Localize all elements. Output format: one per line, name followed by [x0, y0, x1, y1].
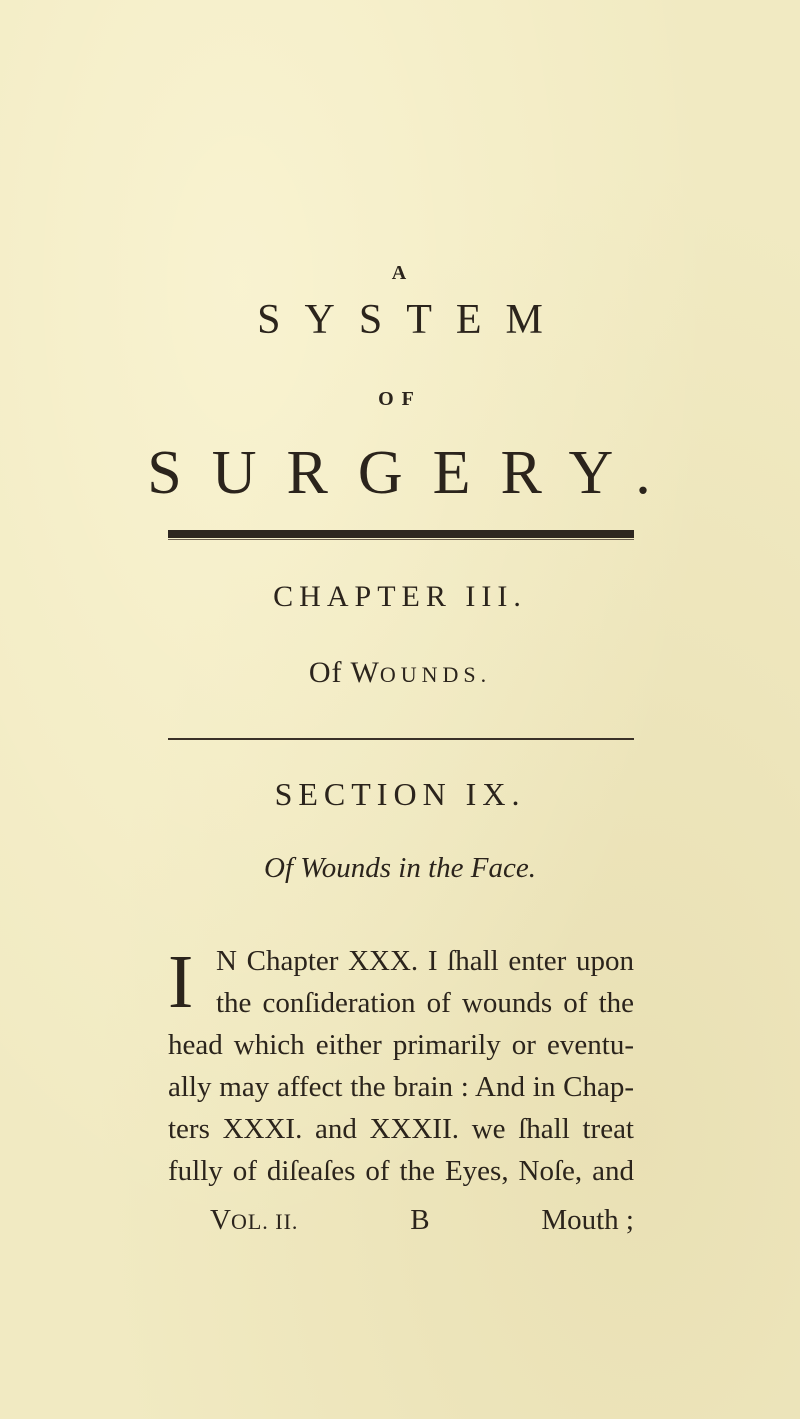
volume-label: [210, 1204, 298, 1246]
chapter-subtitle: [0, 656, 800, 690]
thin-rule-divider: [168, 738, 634, 740]
body-line-6: fully of diſeaſes of the Eyes, Noſe, and: [168, 1155, 634, 1187]
volume-initial: V: [210, 1204, 231, 1236]
chapter-subtitle-rest: OUNDS.: [379, 662, 492, 687]
section-title: Of Wounds in the Face.: [264, 852, 536, 884]
volume-rest: OL. II.: [230, 1209, 299, 1234]
page-footer: [210, 1204, 634, 1246]
body-line-5: ters XXXI. and XXXII. we ſhall treat: [168, 1113, 634, 1145]
chapter-subtitle-initial: W: [350, 656, 380, 689]
chapter-heading: CHAPTER III.: [273, 580, 527, 613]
dropcap-block: [168, 940, 634, 1024]
title-of: OF: [378, 388, 422, 410]
body-line-2: the conſideration of wounds of the: [216, 987, 634, 1019]
thick-rule-divider: [168, 530, 634, 538]
body-line-4: ally may affect the brain : And in Chap-: [168, 1071, 634, 1103]
body-line-1: N Chapter XXX. I ſhall enter upon: [216, 945, 634, 977]
dropcap-letter: I: [168, 940, 194, 1024]
signature-mark: B: [410, 1204, 430, 1236]
body-line-3: head which either primarily or eventu-: [168, 1029, 634, 1061]
title-surgery: SURGERY.: [147, 439, 681, 507]
body-paragraph: [168, 940, 634, 1192]
section-heading: SECTION IX.: [274, 776, 526, 812]
chapter-subtitle-of: Of: [308, 656, 343, 689]
title-lead: A: [391, 262, 409, 284]
title-system: SYSTEM: [257, 297, 567, 343]
catchword: Mouth ;: [541, 1204, 634, 1236]
